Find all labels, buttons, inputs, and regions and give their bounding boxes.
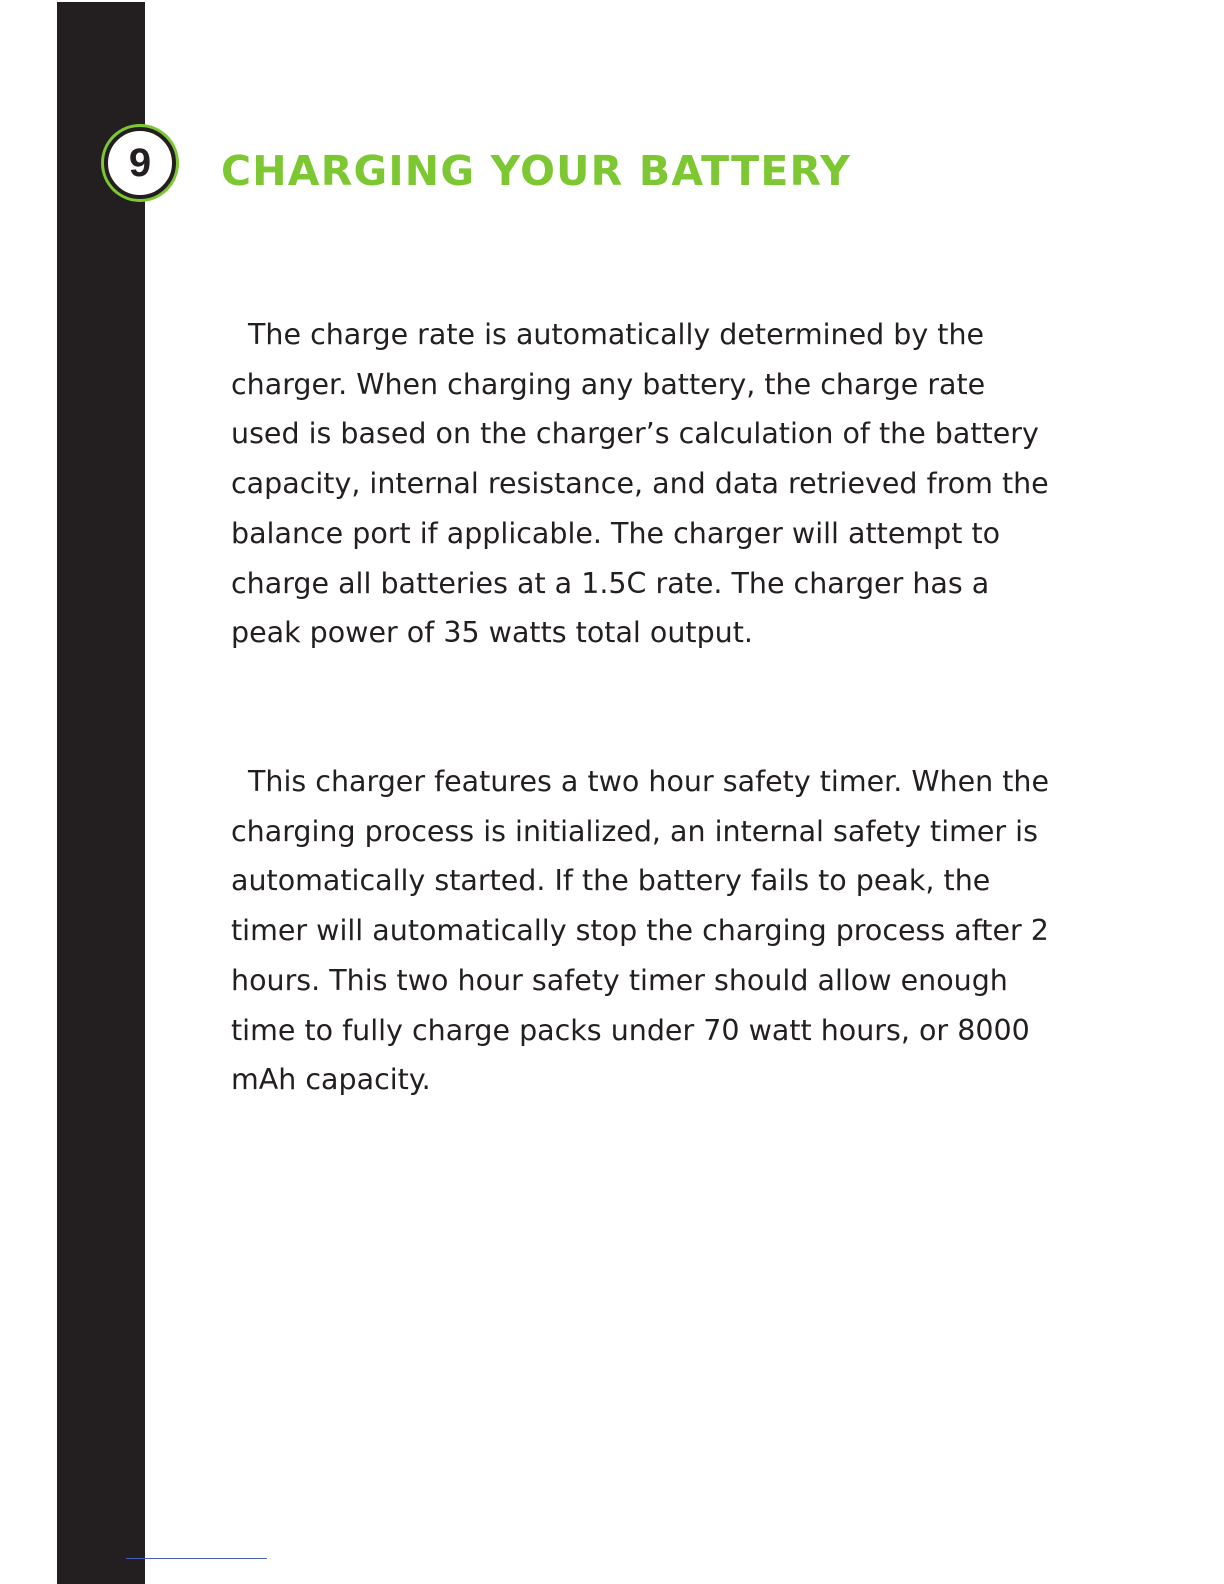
page-title: CHARGING YOUR BATTERY bbox=[221, 147, 851, 195]
paragraph-safety-timer: This charger features a two hour safety timer. When the charging process is initialized, an internal safety timer is automatically started. If the battery fails to peak, the timer will automatically stop the charging process after 2 hours. This two hour safety timer should allow enough time to fully charge packs under 70 watt hours, or 8000 mAh capacity. bbox=[231, 765, 1050, 1097]
paragraph-charge-rate: The charge rate is automatically determined by the charger. When charging any battery, the charge rate used is based on the charger’s calculation of the battery capacity, internal resistance, and data retrieved from the balance port if applicable. The charger will attempt to charge all batteries at a 1.5C rate. The charger has a peak power of 35 watts total output. bbox=[231, 318, 1049, 650]
footer-rule bbox=[126, 1558, 267, 1559]
section-number-badge: 9 bbox=[104, 127, 176, 199]
side-bar bbox=[57, 2, 145, 1584]
